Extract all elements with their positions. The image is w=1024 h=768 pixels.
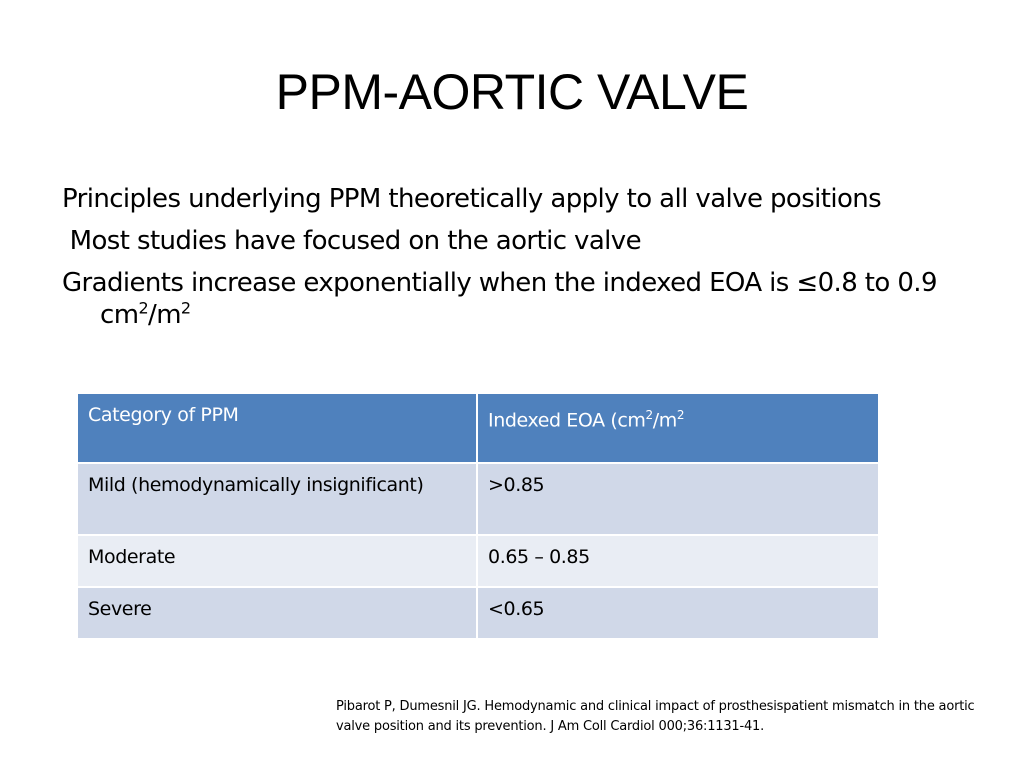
bullet-item: Principles underlying PPM theoretically apply to all valve positions bbox=[62, 184, 882, 214]
table-row bbox=[77, 463, 879, 535]
table-row bbox=[77, 587, 879, 639]
superscript: 2 bbox=[676, 408, 685, 422]
cell-category: Severe bbox=[77, 587, 477, 639]
superscript: 2 bbox=[180, 298, 191, 318]
cell-category: Moderate bbox=[77, 535, 477, 587]
cell-eoa: >0.85 bbox=[477, 463, 879, 535]
header-text: Indexed EOA (cm bbox=[488, 409, 646, 432]
superscript: 2 bbox=[138, 298, 149, 318]
header-category: Category of PPM bbox=[77, 393, 477, 463]
cell-eoa: 0.65 – 0.85 bbox=[477, 535, 879, 587]
bullet-list bbox=[62, 183, 962, 341]
slide-title: PPM-AORTIC VALVE bbox=[275, 64, 749, 120]
header-indexed-eoa bbox=[477, 393, 879, 463]
bullet-item-eoa-threshold bbox=[62, 267, 962, 331]
header-unit: /m bbox=[652, 409, 677, 432]
cell-eoa: <0.65 bbox=[477, 587, 879, 639]
ppm-category-table bbox=[76, 392, 880, 640]
bullet-text: Gradients increase exponentially when the indexed EOA is ≤0.8 to 0.9 cm bbox=[62, 268, 937, 330]
table-row bbox=[77, 535, 879, 587]
superscript: 2 bbox=[645, 408, 653, 422]
bullet-item: Most studies have focused on the aortic valve bbox=[62, 226, 641, 256]
reference-citation: Pibarot P, Dumesnil JG. Hemodynamic and clinical impact of prosthesispatient mismatch in the aortic valve position and its prevention. J Am Coll Cardiol 000;36:1131-41. bbox=[336, 699, 975, 734]
table-header-row bbox=[77, 393, 879, 463]
bullet-text-unit: /m bbox=[148, 300, 181, 330]
cell-category: Mild (hemodynamically insignificant) bbox=[77, 463, 477, 535]
